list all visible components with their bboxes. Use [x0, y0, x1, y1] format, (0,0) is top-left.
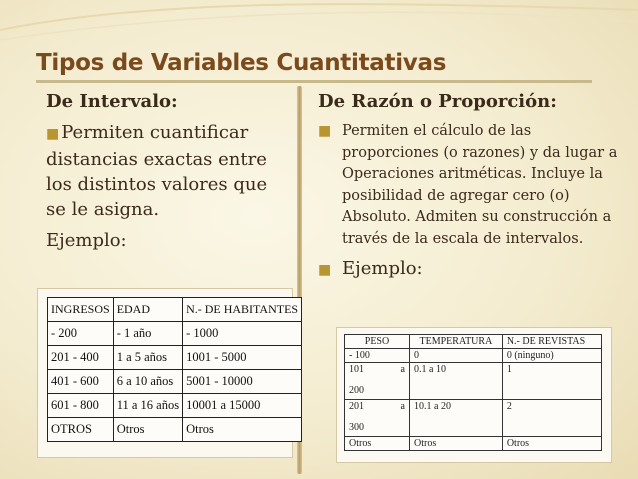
- table-cell: [345, 363, 410, 400]
- peso-to: 300: [349, 422, 364, 433]
- table-cell: OTROS: [48, 418, 114, 442]
- left-bullet: [46, 120, 290, 222]
- peso-range: [349, 401, 405, 412]
- peso-from: 101: [349, 364, 364, 375]
- left-example-label: Ejemplo:: [46, 230, 127, 251]
- table-cell: 0: [410, 349, 503, 363]
- table-row: [345, 349, 602, 363]
- table-cell: - 1 año: [113, 322, 182, 346]
- table-cell: - 1000: [183, 322, 302, 346]
- table-cell: Otros: [183, 418, 302, 442]
- peso-to: 200: [349, 385, 364, 396]
- table-cell: 401 - 600: [48, 370, 114, 394]
- peso-from: 201: [349, 401, 364, 412]
- table-cell: 1001 - 5000: [183, 346, 302, 370]
- right-table-image: [336, 327, 612, 463]
- bullet-icon: ■: [318, 123, 332, 139]
- right-example-label: Ejemplo:: [342, 258, 423, 279]
- interval-table: [47, 297, 302, 442]
- right-heading: De Razón o Proporción:: [318, 91, 557, 112]
- table-header: N.- DE HABITANTES: [183, 298, 302, 322]
- right-column: [318, 91, 618, 279]
- table-header: INGRESOS: [48, 298, 114, 322]
- title-underline: [36, 80, 592, 83]
- table-cell: 5001 - 10000: [183, 370, 302, 394]
- left-bullet-text: Permiten cuantificar distancias exactas entre los distintos valores que se le asigna.: [46, 122, 268, 220]
- table-row: [48, 322, 302, 346]
- bullet-icon: ■: [46, 126, 60, 142]
- left-heading: De Intervalo:: [46, 91, 178, 112]
- table-cell: 1 a 5 años: [113, 346, 182, 370]
- table-cell: 0.1 a 10: [410, 363, 503, 400]
- table-cell: Otros: [345, 437, 410, 451]
- peso-sep: a: [400, 401, 405, 412]
- table-cell: - 200: [48, 322, 114, 346]
- table-cell: 201 - 400: [48, 346, 114, 370]
- table-cell: 10.1 a 20: [410, 400, 503, 437]
- table-row: [48, 394, 302, 418]
- table-cell: Otros: [410, 437, 503, 451]
- table-cell: [345, 400, 410, 437]
- table-row: [345, 437, 602, 451]
- table-row: [48, 370, 302, 394]
- table-cell: 6 a 10 años: [113, 370, 182, 394]
- table-cell: 11 a 16 años: [113, 394, 182, 418]
- right-bullet: [318, 121, 618, 250]
- table-cell: - 100: [345, 349, 410, 363]
- table-row: [345, 400, 602, 437]
- table-cell: 2: [502, 400, 601, 437]
- slide-title: Tipos de Variables Cuantitativas: [36, 50, 447, 76]
- right-example: [318, 258, 618, 279]
- left-column: [46, 91, 290, 253]
- table-cell: Otros: [502, 437, 601, 451]
- table-row: [345, 363, 602, 400]
- table-header: EDAD: [113, 298, 182, 322]
- table-cell: 0 (ninguno): [502, 349, 601, 363]
- ratio-table: [344, 334, 602, 451]
- table-header-row: [345, 335, 602, 349]
- table-header: N.- DE REVISTAS: [502, 335, 601, 349]
- peso-range: [349, 364, 405, 375]
- table-header: TEMPERATURA: [410, 335, 503, 349]
- right-bullet-text: Permiten el cálculo de las proporciones (o razones) y da lugar a Operaciones aritméticas. Incluye la posibilidad de agregar cero (o) Absoluto. Admiten su construcción a través de la escala de intervalos.: [342, 123, 618, 247]
- table-cell: 10001 a 15000: [183, 394, 302, 418]
- table-row: [48, 418, 302, 442]
- table-cell: 601 - 800: [48, 394, 114, 418]
- table-cell: 1: [502, 363, 601, 400]
- table-row: [48, 346, 302, 370]
- table-header: PESO: [345, 335, 410, 349]
- table-cell: Otros: [113, 418, 182, 442]
- peso-sep: a: [400, 364, 405, 375]
- left-table-image: [37, 288, 299, 458]
- bullet-icon: ■: [318, 262, 332, 278]
- table-header-row: [48, 298, 302, 322]
